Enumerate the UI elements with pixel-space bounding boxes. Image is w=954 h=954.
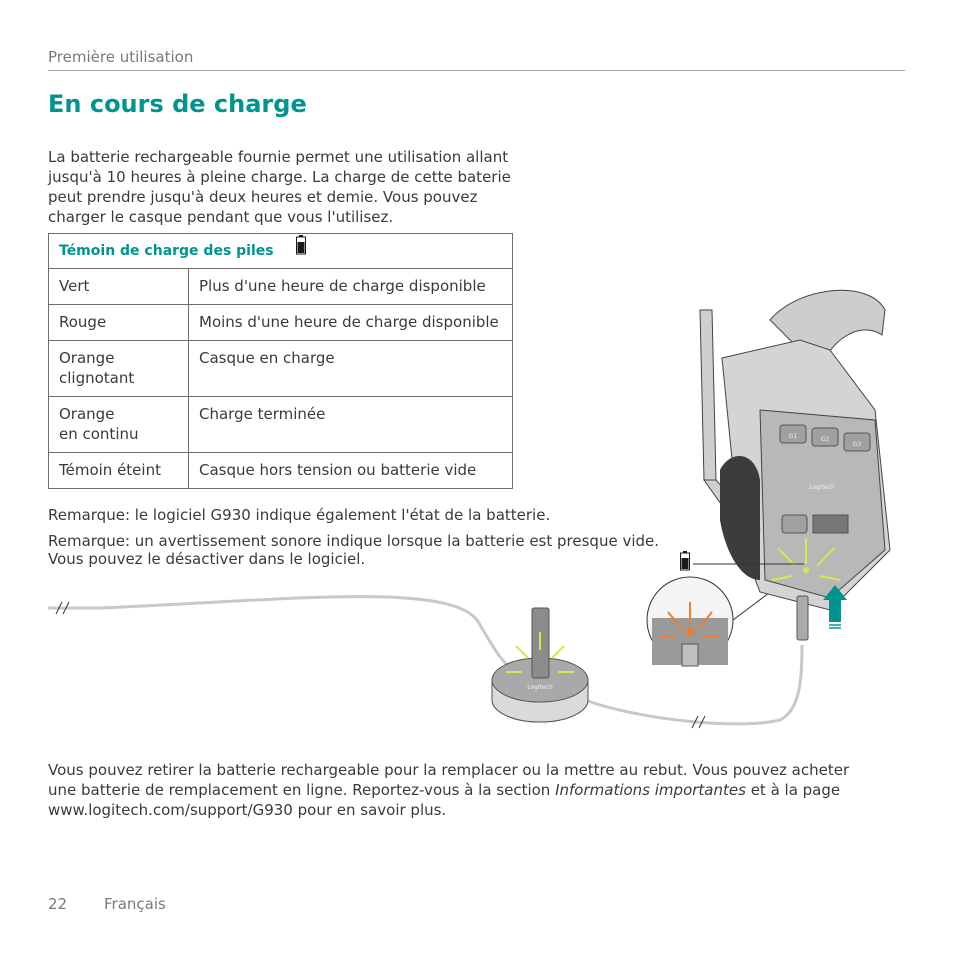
note-warning-line: Remarque: un avertissement sonore indique lorsque la batterie est presque vide.	[48, 532, 660, 550]
g2-label: G2	[820, 436, 830, 443]
section-reference: Informations importantes	[555, 781, 746, 799]
headset-charging-illustration	[40, 280, 910, 740]
status-color-line: en continu	[59, 425, 139, 443]
language-label: Français	[104, 895, 166, 913]
usb-cable	[48, 597, 515, 672]
status-meaning-cell: Casque en charge	[189, 341, 513, 397]
status-meaning-cell: Charge terminée	[189, 397, 513, 453]
g3-label: G3	[852, 441, 862, 448]
note-warning-line: Vous pouvez le désactiver dans le logiciel.	[48, 550, 366, 568]
base-brand: Logitech	[527, 684, 553, 691]
page-number: 22	[48, 895, 68, 913]
table-header	[49, 234, 513, 269]
status-color-line: Orange	[59, 349, 115, 367]
replacement-text: Vous pouvez retirer la batterie rechargeable pour la remplacer ou la mettre au rebut. Vous pouvez acheter une batterie de remplacement en ligne. Reportez-vous à la section	[48, 761, 850, 799]
page-title: En cours de charge	[48, 90, 307, 118]
status-color-line: Orange	[59, 405, 115, 423]
headset-brand: Logitech	[809, 484, 835, 491]
status-meaning-cell: Plus d'une heure de charge disponible	[189, 269, 513, 305]
charging-base	[492, 608, 588, 722]
status-color-cell: Vert	[49, 269, 189, 305]
table-header-row	[49, 234, 513, 269]
header-rule	[48, 70, 905, 71]
status-color-cell: Témoin éteint	[49, 453, 189, 489]
battery-icon	[296, 235, 306, 261]
status-color-cell: Rouge	[49, 305, 189, 341]
replacement-paragraph	[48, 760, 868, 820]
headset	[700, 290, 890, 640]
intro-paragraph: La batterie rechargeable fournie permet une utilisation allant jusqu'à 10 heures à pleine charge. La charge de cette baterie peut prendre jusqu'à deux heures et demie. Vous pouvez charger le casque pendant que vous l'utilisez.	[48, 148, 511, 226]
status-meaning-cell: Casque hors tension ou batterie vide	[189, 453, 513, 489]
g1-label: G1	[788, 433, 798, 440]
table-header-label: Témoin de charge des piles	[59, 243, 274, 259]
replacement-text: et à la page www.logitech.com/support/G930 pour en savoir plus.	[48, 781, 841, 819]
section-label: Première utilisation	[48, 48, 194, 66]
status-meaning-cell: Moins d'une heure de charge disponible	[189, 305, 513, 341]
note-software: Remarque: le logiciel G930 indique également l'état de la batterie.	[48, 506, 551, 524]
status-color-line: clignotant	[59, 369, 135, 387]
